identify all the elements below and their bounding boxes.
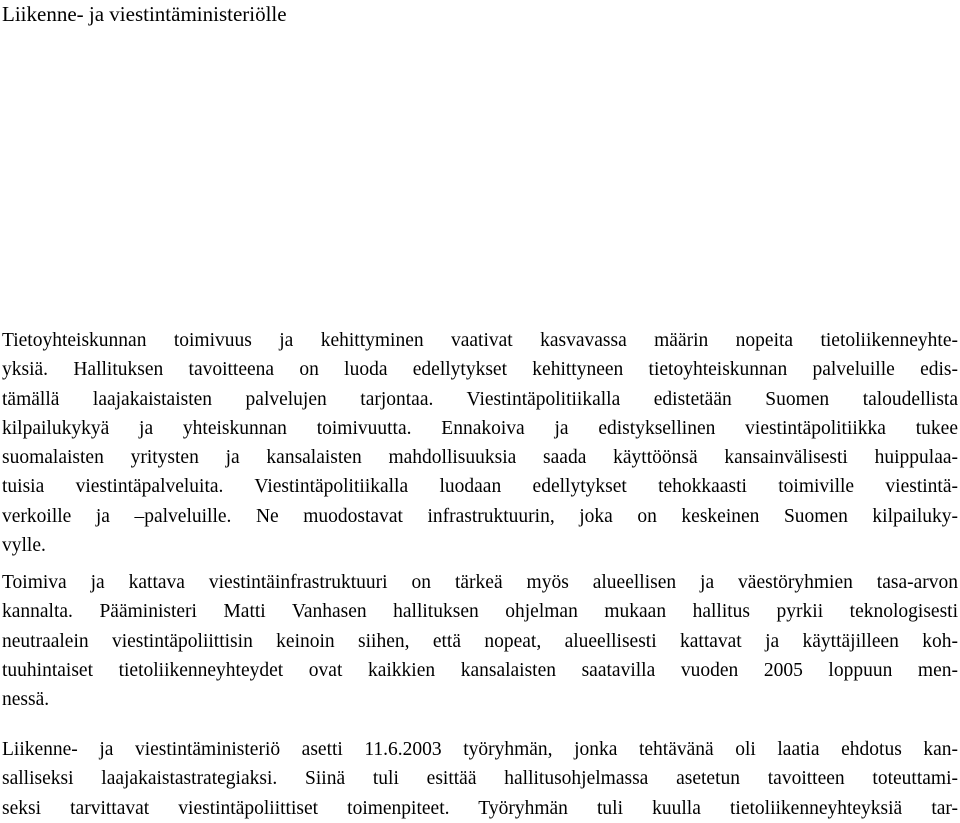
text-line: neutraalein viestintäpoliittisin keinoin siihen, että nopeat, alueellisesti kattavat ja käyttäjilleen koh- [2, 630, 958, 652]
text-line: Tietoyhteiskunnan toimivuus ja kehittyminen vaativat kasvavassa määrin nopeita tietoliikenneyhte- [2, 330, 958, 351]
text-line: tämällä laajakaistaisten palvelujen tarjontaa. Viestintäpolitiikalla edistetään Suomen taloudellista [2, 388, 958, 410]
paragraph-2 [2, 568, 958, 714]
text-line: salliseksi laajakaistastrategiaksi. Siinä tuli esittää hallitusohjelmassa asetetun tavoitteen toteuttami- [2, 768, 958, 790]
text-line: tuuhintaiset tietoliikenneyhteydet ovat kaikkien kansalaisten saatavilla vuoden 2005 loppuun men- [2, 659, 958, 681]
text-line: kilpailukykyä ja yhteiskunnan toimivuutta. Ennakoiva ja edistyksellinen viestintäpolitiikka tukee [2, 417, 958, 439]
text-line: vylle. [2, 535, 46, 557]
text-line: yksiä. Hallituksen tavoitteena on luoda edellytykset kehittyneen tietoyhteiskunnan palveluille edis- [2, 359, 958, 381]
text-line: suomalaisten yritysten ja kansalaisten mahdollisuuksia saada käyttöönsä kansainvälisesti huippulaa- [2, 447, 958, 469]
text-line: Toimiva ja kattava viestintäinfrastruktuuri on tärkeä myös alueellisen ja väestöryhmien tasa-arvon [2, 572, 958, 593]
text-line: nessä. [2, 689, 50, 711]
text-line: kannalta. Pääministeri Matti Vanhasen hallituksen ohjelman mukaan hallitus pyrkii teknologisesti [2, 601, 958, 623]
text-line: Liikenne- ja viestintäministeriö asetti 11.6.2003 työryhmän, jonka tehtävänä oli laatia ehdotus kan- [2, 739, 958, 760]
addressee-heading: Liikenne- ja viestintäministeriölle [2, 2, 287, 26]
text-line: verkoille ja –palveluille. Ne muodostavat infrastruktuurin, joka on keskeinen Suomen kilpailuky- [2, 505, 958, 527]
text-line: tuisia viestintäpalveluita. Viestintäpolitiikalla luodaan edellytykset tehokkaasti toimiville viestintä- [2, 476, 958, 498]
text-line: seksi tarvittavat viestintäpoliittiset toimenpiteet. Työryhmän tuli kuulla tietoliikenneyhteyksiä tar- [2, 797, 958, 819]
paragraph-1 [2, 326, 958, 560]
paragraph-3 [2, 735, 958, 823]
